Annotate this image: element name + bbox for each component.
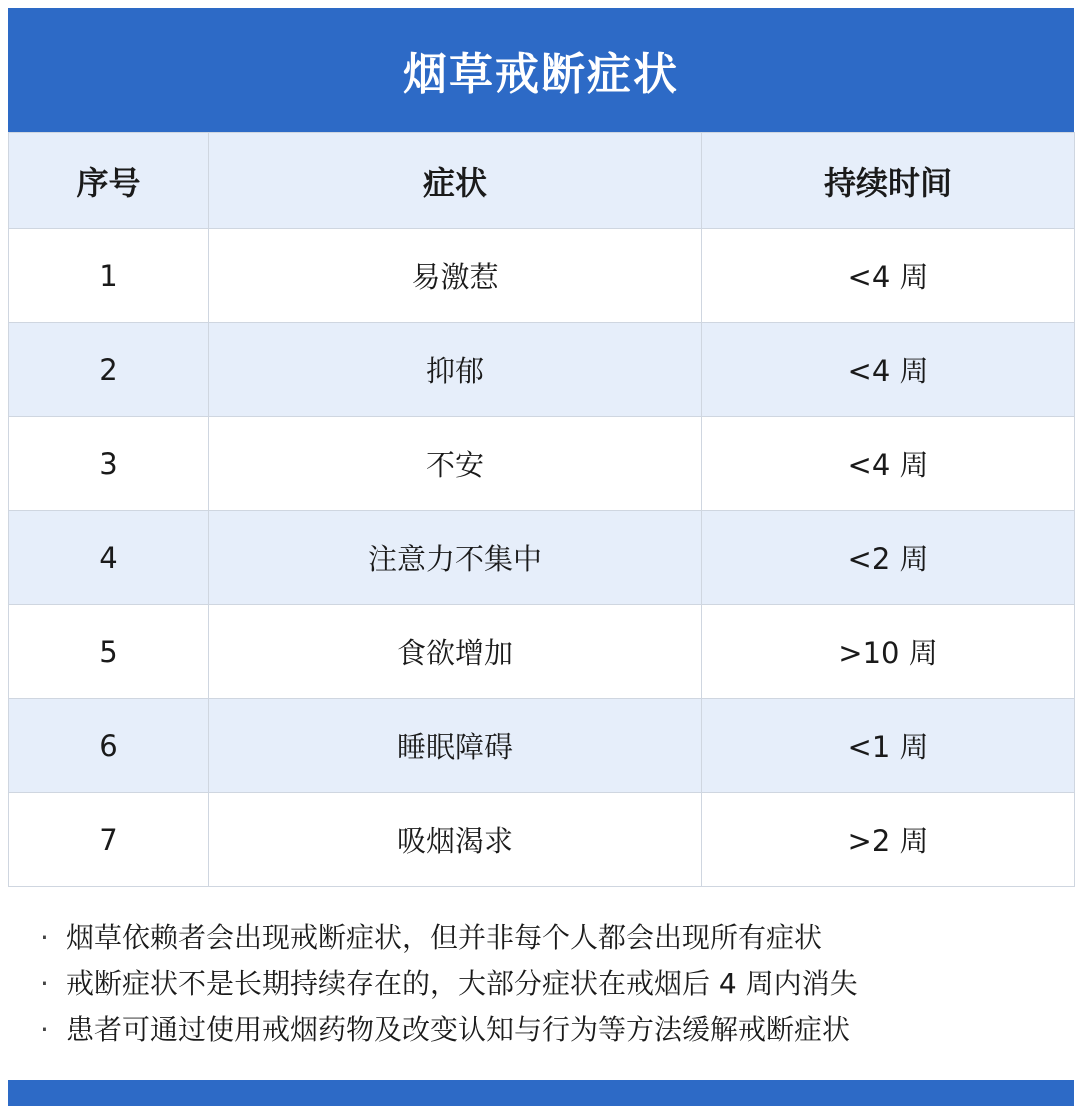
cell-duration: <4 周 [702, 229, 1075, 323]
cell-duration: <4 周 [702, 323, 1075, 417]
cell-number: 5 [9, 605, 209, 699]
cell-duration: <1 周 [702, 699, 1075, 793]
cell-symptom: 不安 [209, 417, 702, 511]
cell-duration: <4 周 [702, 417, 1075, 511]
symptoms-table [8, 132, 1075, 887]
cell-number: 2 [9, 323, 209, 417]
table-row [9, 511, 1075, 605]
table-row [9, 699, 1075, 793]
note-text: 烟草依赖者会出现戒断症状，但并非每个人都会出现所有症状 [66, 921, 823, 954]
cell-symptom: 注意力不集中 [209, 511, 702, 605]
bullet-dot: · [40, 921, 49, 954]
cell-duration: >10 周 [702, 605, 1075, 699]
bullet-dot: · [40, 967, 49, 1000]
table-row [9, 793, 1075, 887]
cell-number: 7 [9, 793, 209, 887]
table-row [9, 417, 1075, 511]
cell-number: 1 [9, 229, 209, 323]
cell-symptom: 睡眠障碍 [209, 699, 702, 793]
bottom-banner [8, 1080, 1074, 1106]
table-row [9, 605, 1075, 699]
note-item [40, 1007, 1050, 1053]
cell-duration: >2 周 [702, 793, 1075, 887]
notes-list [40, 915, 1050, 1053]
note-item [40, 961, 1050, 1007]
bullet-dot: · [40, 1013, 49, 1046]
cell-duration: <2 周 [702, 511, 1075, 605]
page-title: 烟草戒断症状 [403, 49, 679, 100]
note-text: 戒断症状不是长期持续存在的，大部分症状在戒烟后 4 周内消失 [66, 967, 858, 1000]
column-header-duration: 持续时间 [702, 133, 1075, 229]
table-row [9, 229, 1075, 323]
column-header-number: 序号 [9, 133, 209, 229]
column-header-symptom: 症状 [209, 133, 702, 229]
cell-number: 6 [9, 699, 209, 793]
title-banner [8, 8, 1074, 132]
cell-number: 3 [9, 417, 209, 511]
cell-symptom: 食欲增加 [209, 605, 702, 699]
cell-symptom: 吸烟渴求 [209, 793, 702, 887]
table-header-row [9, 133, 1075, 229]
note-text: 患者可通过使用戒烟药物及改变认知与行为等方法缓解戒断症状 [66, 1013, 851, 1046]
cell-number: 4 [9, 511, 209, 605]
cell-symptom: 易激惹 [209, 229, 702, 323]
note-item [40, 915, 1050, 961]
table-row [9, 323, 1075, 417]
cell-symptom: 抑郁 [209, 323, 702, 417]
